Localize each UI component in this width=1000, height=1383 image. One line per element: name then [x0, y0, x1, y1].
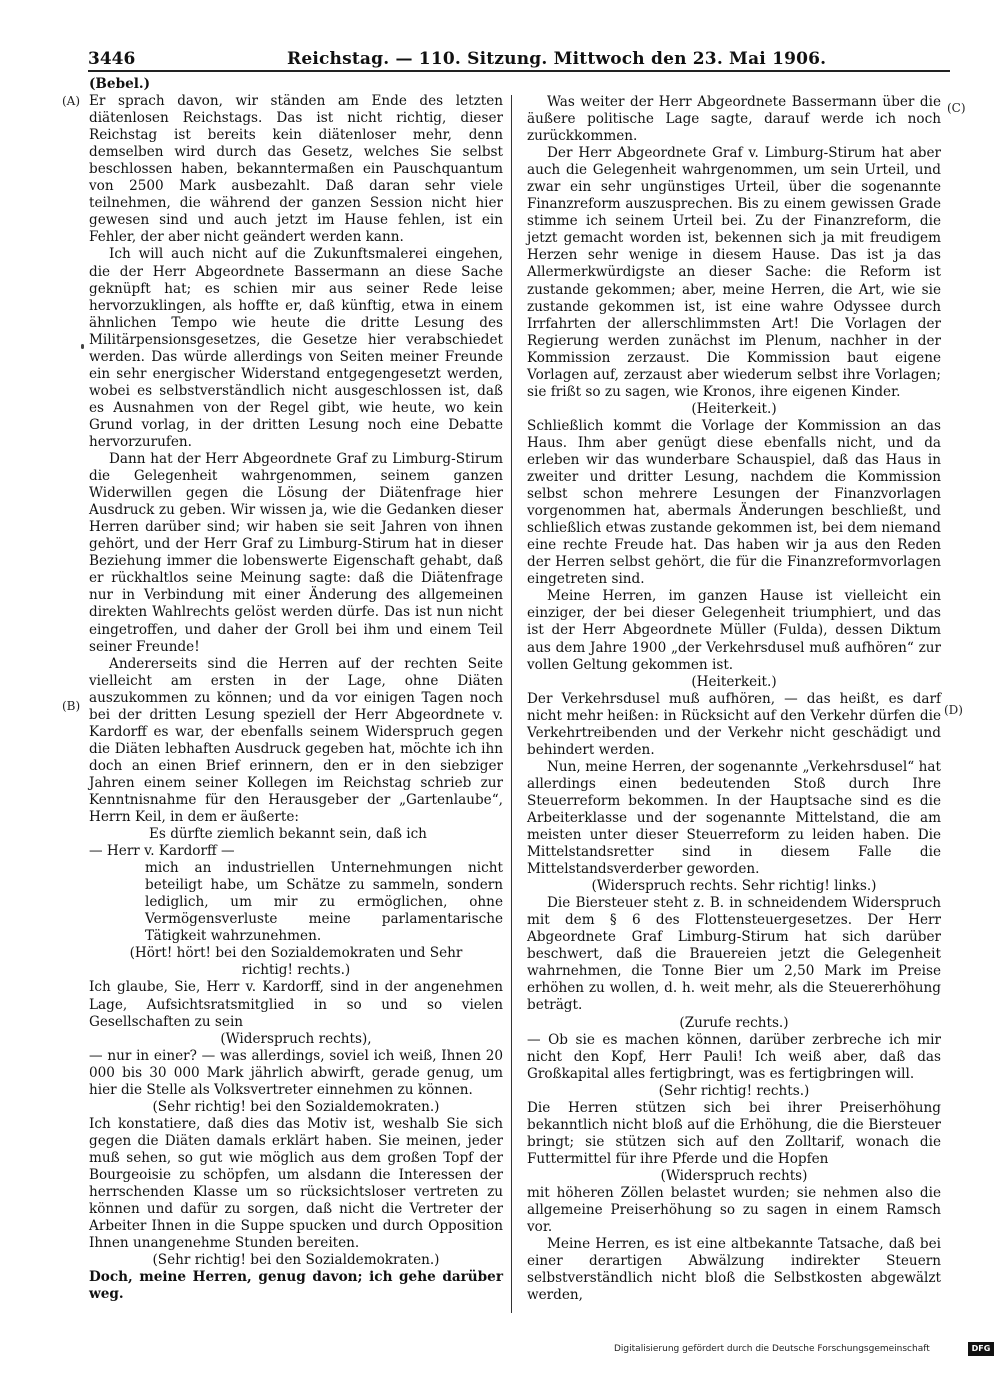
right-paragraph: Was weiter der Herr Abgeordnete Bassermann über die äußere politische Lage sagte, darauf werde ich noch zurückkommen. — [527, 94, 941, 145]
left-paragraph: Andererseits sind die Herren auf der rechten Seite vielleicht am ersten in der Lage, ohne Diäten auszukommen zu können; und da vor einigen Tagen noch bei der dritten Lesung speziell der Herr Abgeordnete v. Kardorff es war, der ebenfalls seinem Widerspruch gegen die Diäten lebhaften Ausdruck gegeben hat, möchte ich ihn doch an einen Brief erinnern, den er in den siebziger Jahren einem seiner Kollegen im Reichstag schrieb zur Kenntnisnahme für den Herausgeber der „Gartenlaube“, Herrn Keil, in dem er äußerte: — [89, 655, 503, 826]
footer-credit — [614, 1341, 1000, 1357]
page-header — [88, 46, 827, 72]
right-paragraph: Nun, meine Herren, der sogenannte „Verkehrsdusel“ hat allerdings einen bedeutenden Stoß durch Ihre Steuerreform bekommen. In der Hauptsache sind es die Arbeiterklasse und der sogenannte Mittelstand, die am meisten unter dieser Steuerreform zu leiden haben. Die Mittelstandsretter sind in diesem Falle die Mittelstandsverderber geworden. — [527, 758, 941, 878]
quoted-letter: mich an industriellen Unternehmungen nicht beteiligt habe, um Schätze zu sammeln, sondern lediglich, um mir zu ermöglichen, ohne Vermögensverluste meine parlamentarische Tätigkeit wahrzunehmen. — [145, 860, 503, 945]
interjection: (Heiterkeit.) — [691, 673, 777, 690]
right-paragraph: Der Verkehrsdusel muß aufhören, — das heißt, es darf nicht mehr heißen: in Rücksicht auf den Verkehr dürfen die Verkehrtreibenden und der Verkehr nicht geschädigt und behindert werden. — [527, 690, 941, 758]
page-speck — [81, 344, 84, 349]
margin-mark-b: (B) — [62, 699, 81, 713]
interjection: (Hört! hört! bei den Sozialdemokraten und Sehr richtig! rechts.) — [129, 945, 463, 979]
interjection: (Widerspruch rechts), — [220, 1030, 372, 1047]
left-paragraph: Ich konstatiere, daß dies das Motiv ist, weshalb Sie sich gegen die Diäten damals erklärt haben. Sie meinen, jeder muß sehen, so gut wie möglich aus dem großen Topf der Bourgeoisie zu schöpfen, um alsdann die Interessen der herrschenden Klasse um so rücksichtsloser vertreten zu können und dafür zu sorgen, daß nicht die Vertreter der Arbeiter Ihnen in die Suppe spucken und durch Opposition Ihnen unangenehme Stunden bereiten. — [89, 1115, 503, 1252]
right-paragraph: Die Biersteuer steht z. B. in schneidendem Widerspruch mit dem § 6 des Flottensteuergesetzes. Der Herr Abgeordnete Graf Limburg-Stirum hat sich darüber beschwert, daß die Brauereien jetzt die Gelegenheit wahrnehmen, die Tonne Bier um 2,50 Mark im Preise erhöhen zu wollen, d. h. weit mehr, als die Steuererhöhung beträgt. — [527, 895, 941, 1014]
right-paragraph: mit höheren Zöllen belastet wurden; sie nehmen also die allgemeine Preiserhöhung so zu sagen in einem Ramsch vor. — [527, 1185, 941, 1236]
left-column — [89, 76, 503, 1303]
dfg-logo: DFG — [968, 1342, 994, 1356]
interjection: (Sehr richtig! rechts.) — [658, 1082, 810, 1099]
right-paragraph: Schließlich kommt die Vorlage der Kommission an das Haus. Ihm aber genügt diese ebenfalls nicht, und da erleben wir das wunderbare Schauspiel, daß das Haus in zweiter und dritter Lesung, nachdem die Kommission selbst schon mehrere Lesungen der Finanzvorlagen vorgenommen hat, abermals Änderungen beschließt, und schließlich etwas zustande gekommen ist, bei dem niemand eine rechte Freude hat. Das haben wir ja aus den Reden der Herren selbst gehört, die für die Finanzreformvorlagen eingetreten sind. — [527, 417, 941, 588]
margin-mark-c: (C) — [947, 101, 966, 115]
margin-mark-a: (A) — [62, 94, 81, 108]
page-number: 3446 — [88, 49, 136, 69]
margin-mark-d: (D) — [944, 703, 963, 717]
footer-text: Digitalisierung gefördert durch die Deutsche Forschungsgemeinschaft — [614, 1344, 930, 1354]
interjection: (Zurufe rechts.) — [679, 1014, 789, 1031]
interjection: (Widerspruch rechts) — [660, 1167, 808, 1184]
running-title: Reichstag. — 110. Sitzung. Mittwoch den 23. Mai 1906. — [287, 49, 827, 69]
left-paragraph: — nur in einer? — was allerdings, soviel ich weiß, Ihnen 20 000 bis 30 000 Mark jährlich abwirft, gerade genug, um hier die Stelle als Volksvertreter einnehmen zu können. — [89, 1047, 503, 1098]
speaker-label: (Bebel.) — [89, 76, 151, 92]
right-paragraph: Meine Herren, es ist eine altbekannte Tatsache, daß bei einer derartigen Abwälzung indirekter Steuern selbstverständlich nicht bloß die Selbstkosten abgewälzt werden, — [527, 1236, 941, 1304]
left-paragraph: Doch, meine Herren, genug davon; ich gehe darüber weg. — [89, 1269, 503, 1303]
interjection: (Sehr richtig! bei den Sozialdemokraten.) — [152, 1098, 440, 1115]
left-paragraph: Ich will auch nicht auf die Zukunftsmalerei eingehen, die der Herr Abgeordnete Bassermann an diese Sache geknüpft hat; es schien mir aus seiner Rede leise hervorzuklingen, als hoffte er, daß künftig, etwa in einem ähnlichen Tempo wie heute die dritte Lesung des Militärpensionsgesetzes, die Gesetze hier verabschiedet werden. Das würde allerdings von Seiten meiner Freunde ein sehr energischer Widerstand entgegengesetzt werden, wobei es selbstverständlich nicht ausgeschlossen ist, daß es Ausnahmen von der Regel gibt, wie heute, wo kein Grund vorlag, in der dritten Lesung noch eine Debatte hervorzurufen. — [89, 246, 503, 450]
interjection: (Heiterkeit.) — [691, 400, 777, 417]
left-paragraph: Er sprach davon, wir ständen am Ende des letzten diätenlosen Reichstags. Das ist nicht richtig, dieser Reichstag ist bereits kein diätenloser mehr, denn demselben wird durch das Gesetz, welches Sie selbst beschlossen haben, bekanntermaßen ein Pauschquantum von 2500 Mark ausbezahlt. Daß daran sehr viele teilnehmen, die während der ganzen Session nicht hier gewesen sind und auch jetzt im Hause fehlen, ist ein Fehler, der aber nicht geändert werden kann. — [89, 93, 503, 246]
right-paragraph: — Ob sie es machen können, darüber zerbreche ich mir nicht den Kopf, Herr Pauli! Ich weiß aber, daß das Großkapital alles fertigbringt, was es fertigbringen will. — [527, 1031, 941, 1082]
right-paragraph: Der Herr Abgeordnete Graf v. Limburg-Stirum hat aber auch die Gelegenheit wahrgenommen, um sein Urteil, und zwar ein sehr ungünstiges Urteil, über die sogenannte Finanzreform auszusprechen. Bis zu einem gewissen Grade stimme ich seinem Urteil bei. Zu der Finanzreform, die jetzt gemacht worden ist, bekennen sich ja mit freudigem Herzen sehr wenige in diesem Hause. Das ist ja das Allermerkwürdigste an dieser Sache: die Reform ist zustande gekommen; aber, meine Herren, die Art, wie sie zustande gekommen ist, ist eine wahre Odyssee durch Irrfahrten der allerschlimmsten Art! Die Vorlagen der Regierung werden zunächst im Plenum, nachher in der Kommission zerzaust. Die Kommission baut eigene Vorlagen auf, zerzaust aber wiederum selbst ihre Vorlagen; sie frißt so zu sagen, wie Kronos, ihre eigenen Kinder. — [527, 145, 941, 400]
left-paragraph: Ich glaube, Sie, Herr v. Kardorff, sind in der angenehmen Lage, Aufsichtsratsmitglied in so und so vielen Gesellschaften zu sein — [89, 979, 503, 1030]
quoted-letter-line: Es dürfte ziemlich bekannt sein, daß ich — [149, 826, 427, 843]
column-divider — [511, 95, 512, 1313]
right-column — [527, 94, 941, 1304]
quote-aside: — Herr v. Kardorff — — [89, 843, 235, 860]
right-paragraph: Die Herren stützen sich bei ihrer Preiserhöhung bekanntlich nicht bloß auf die Erhöhung, die die Biersteuer bringt; sie stützen sich auf den Zolltarif, wonach die Futtermittel für ihre Pferde und die Hopfen — [527, 1099, 941, 1167]
left-paragraph: Dann hat der Herr Abgeordnete Graf zu Limburg-Stirum die Gelegenheit wahrgenommen, seinem ganzen Widerwillen gegen die Lösung der Diätenfrage hier Ausdruck zu geben. Wir wissen ja, wie die Gedanken dieser Herren darüber sind; wir haben sie seit Jahren von ihnen gehört, und der Herr Graf zu Limburg-Stirum hat in dieser Beziehung immer die lobenswerte Eigenschaft gehabt, daß er rückhaltlos seine Meinung sagte: daß die Diätenfrage nur in Verbindung mit einer Änderung des allgemeinen direkten Wahlrechts gelöst werden dürfe. Das ist nun nicht eingetroffen, und daher der Groll bei ihm und einem Teil seiner Freunde! — [89, 451, 503, 655]
right-paragraph: Meine Herren, im ganzen Hause ist vielleicht ein einziger, der bei dieser Gelegenheit triumphiert, und das ist der Herr Abgeordnete Müller (Fulda), dessen Diktum aus dem Jahre 1900 „der Verkehrsdusel muß aufhören“ zur vollen Geltung gekommen ist. — [527, 588, 941, 673]
interjection: (Sehr richtig! bei den Sozialdemokraten.) — [152, 1252, 440, 1269]
header-rule — [88, 70, 950, 72]
interjection: (Widerspruch rechts. Sehr richtig! links.) — [591, 878, 877, 895]
